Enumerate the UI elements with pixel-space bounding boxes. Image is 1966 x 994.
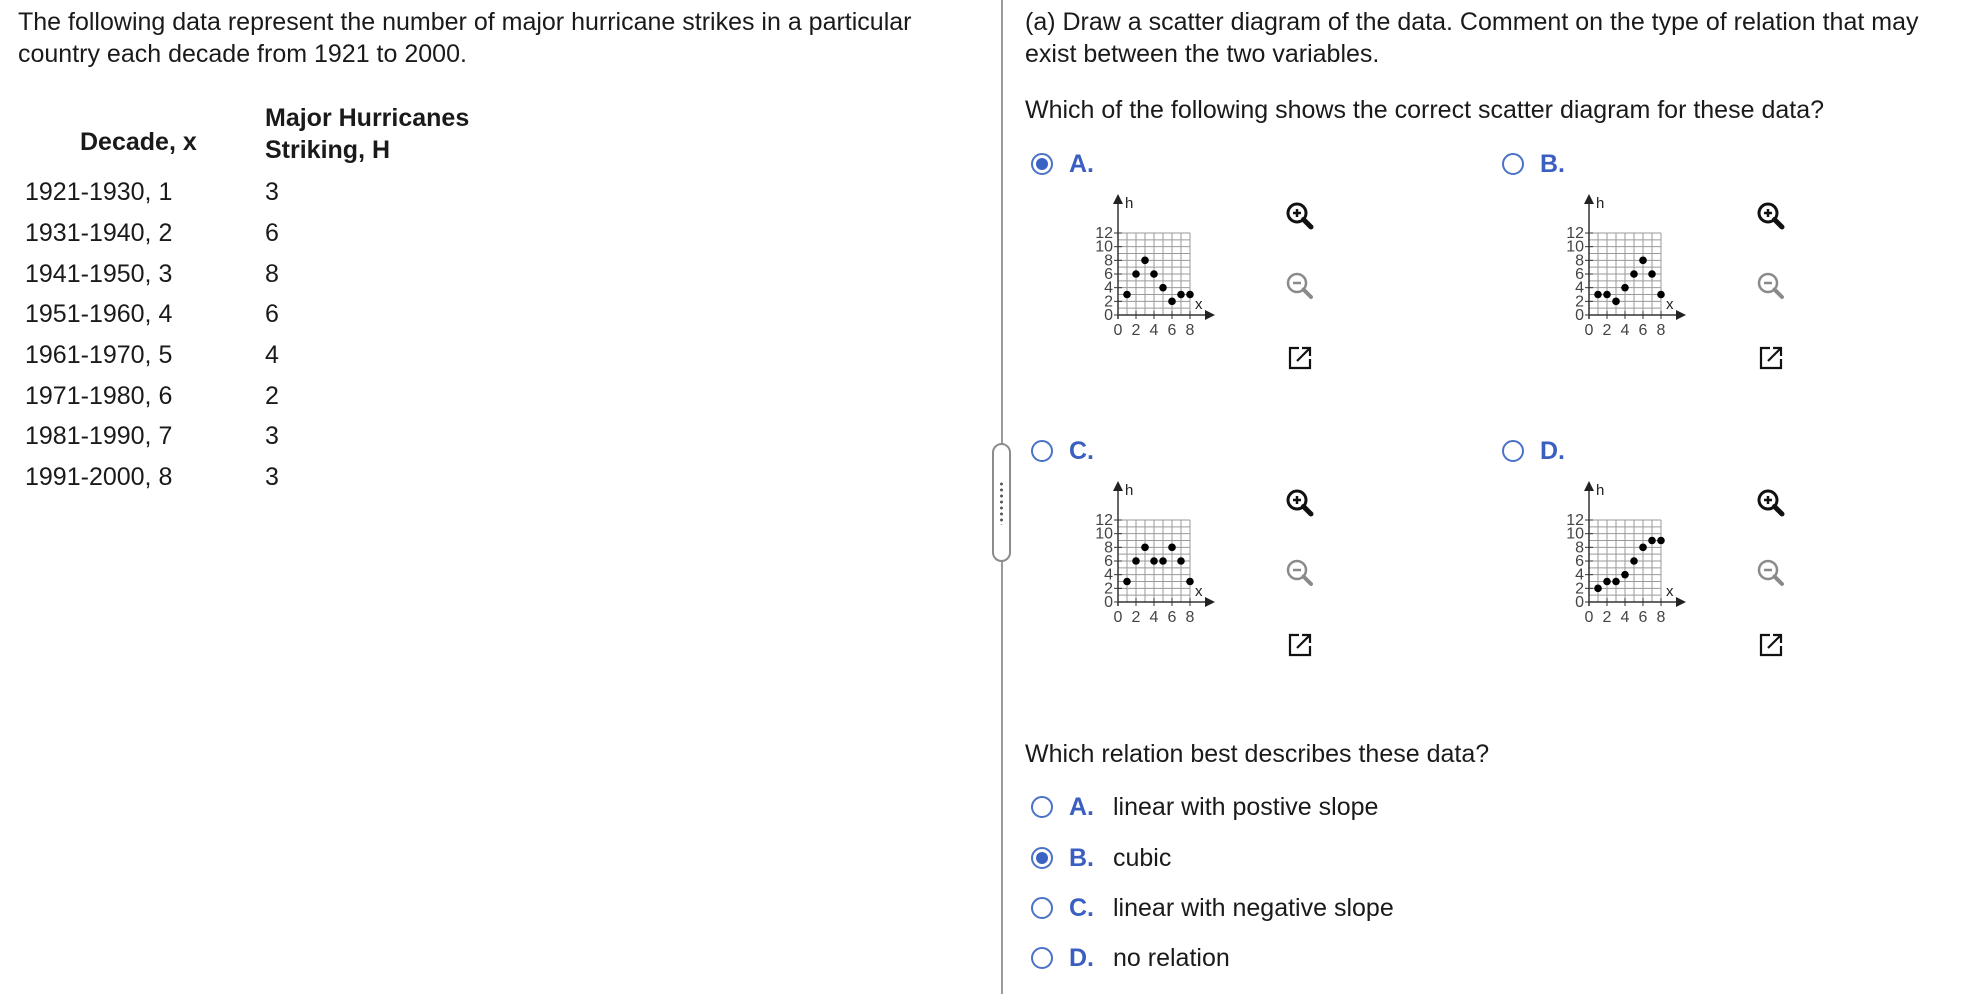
data-point — [1177, 557, 1185, 565]
x-tick-label: 4 — [1149, 322, 1159, 339]
x-tick-label: 0 — [1584, 322, 1594, 339]
part-a-prompt: (a) Draw a scatter diagram of the data. Comment on the type of relation that may exist between the two variables. — [1025, 8, 1919, 68]
data-point — [1123, 578, 1131, 586]
data-point — [1141, 544, 1149, 552]
data-point — [1639, 257, 1647, 265]
zoom-in-button[interactable] — [1278, 482, 1322, 526]
part-b-question: Which relation best describes these data? — [1025, 740, 1490, 768]
table-row — [0, 341, 400, 381]
cell-hurricanes: 3 — [265, 463, 279, 491]
relation-option-c-text: linear with negative slope — [1113, 894, 1394, 922]
cell-decade: 1941-1950, 3 — [25, 260, 173, 288]
relation-option-d-radio[interactable] — [1031, 947, 1053, 969]
y-tick-label: 2 — [1104, 580, 1113, 598]
x-tick-label: 2 — [1602, 322, 1612, 339]
open-new-window-icon — [1749, 336, 1793, 380]
x-axis-label: x — [1195, 583, 1203, 600]
data-point — [1177, 291, 1185, 299]
relation-option-c-radio[interactable] — [1031, 897, 1053, 919]
icon-bg — [1750, 196, 1792, 238]
x-tick-label: 8 — [1185, 609, 1195, 626]
y-tick-label: 8 — [1575, 539, 1584, 557]
y-tick-label: 4 — [1575, 279, 1584, 297]
cell-hurricanes: 3 — [265, 178, 279, 206]
data-point — [1168, 298, 1176, 306]
open-new-window-button[interactable] — [1749, 336, 1793, 380]
y-tick-label: 12 — [1566, 512, 1584, 529]
cell-decade: 1961-1970, 5 — [25, 341, 173, 369]
y-tick-label: 6 — [1575, 266, 1584, 283]
data-point — [1657, 291, 1665, 299]
y-tick-label: 8 — [1575, 252, 1584, 270]
data-point — [1123, 291, 1131, 299]
data-point — [1186, 578, 1194, 586]
x-tick-label: 4 — [1149, 609, 1159, 626]
y-tick-label: 12 — [1095, 512, 1113, 529]
scatter-graph-c — [1073, 477, 1223, 697]
relation-option-a-letter: A. — [1069, 793, 1094, 821]
x-tick-label: 8 — [1185, 322, 1195, 339]
data-point — [1657, 537, 1665, 545]
relation-option-b[interactable] — [1003, 841, 1603, 877]
relation-option-b-text: cubic — [1113, 844, 1172, 872]
relation-option-d-text: no relation — [1113, 944, 1230, 972]
y-tick-label: 10 — [1566, 238, 1584, 256]
y-axis-label: h — [1125, 482, 1134, 499]
icon-bg — [1279, 266, 1321, 308]
x-tick-label: 0 — [1113, 322, 1123, 339]
zoom-out-button[interactable] — [1278, 552, 1322, 596]
col-header-hurricanes — [265, 102, 469, 166]
y-tick-label: 0 — [1575, 594, 1584, 611]
question-panel — [1003, 0, 1966, 994]
option-a-letter: A. — [1069, 150, 1094, 178]
zoom-out-icon — [1749, 552, 1793, 596]
icon-bg — [1279, 553, 1321, 595]
table-row — [0, 300, 400, 340]
y-tick-label: 0 — [1104, 594, 1113, 611]
part-a-question: Which of the following shows the correct scatter diagram for these data? — [1025, 96, 1824, 124]
x-tick-label: 2 — [1131, 609, 1141, 626]
col-header-decade: Decade, x — [80, 128, 197, 156]
icon-bg — [1279, 196, 1321, 238]
data-point — [1159, 557, 1167, 565]
data-point — [1630, 270, 1638, 278]
y-axis-label: h — [1596, 195, 1605, 212]
data-point — [1603, 291, 1611, 299]
icon-bg — [1750, 483, 1792, 525]
open-new-window-button[interactable] — [1278, 623, 1322, 667]
table-row — [0, 422, 400, 462]
x-tick-label: 0 — [1584, 609, 1594, 626]
y-tick-label: 12 — [1095, 225, 1113, 242]
x-tick-label: 6 — [1638, 322, 1648, 339]
cell-hurricanes: 4 — [265, 341, 279, 369]
cell-hurricanes: 6 — [265, 300, 279, 328]
intro-text: The following data represent the number of major hurricane strikes in a particular country each decade from 1921 to 2000. — [18, 8, 912, 68]
y-axis-label: h — [1125, 195, 1134, 212]
data-point — [1168, 544, 1176, 552]
open-new-window-button[interactable] — [1278, 336, 1322, 380]
y-tick-label: 4 — [1104, 279, 1113, 297]
y-tick-label: 6 — [1104, 266, 1113, 283]
icon-bg — [1279, 483, 1321, 525]
zoom-in-button[interactable] — [1749, 195, 1793, 239]
cell-decade: 1971-1980, 6 — [25, 382, 173, 410]
scatter-graph-a — [1073, 190, 1223, 410]
data-point — [1630, 557, 1638, 565]
zoom-out-icon — [1749, 265, 1793, 309]
data-point — [1621, 571, 1629, 579]
relation-option-a-text: linear with postive slope — [1113, 793, 1379, 821]
x-axis-arrow-icon — [1205, 310, 1215, 320]
open-new-window-icon — [1749, 623, 1793, 667]
y-tick-label: 12 — [1566, 225, 1584, 242]
x-tick-label: 2 — [1131, 322, 1141, 339]
x-axis-arrow-icon — [1676, 310, 1686, 320]
relation-option-c-letter: C. — [1069, 894, 1094, 922]
icon-bg — [1750, 553, 1792, 595]
data-point — [1132, 557, 1140, 565]
x-tick-label: 6 — [1167, 609, 1177, 626]
zoom-in-icon — [1749, 482, 1793, 526]
data-point — [1150, 270, 1158, 278]
zoom-out-icon — [1278, 265, 1322, 309]
y-axis-arrow-icon — [1113, 194, 1123, 204]
data-point — [1186, 291, 1194, 299]
data-point — [1603, 578, 1611, 586]
x-axis-label: x — [1195, 296, 1203, 313]
cell-hurricanes: 3 — [265, 422, 279, 450]
cell-hurricanes: 6 — [265, 219, 279, 247]
data-point — [1639, 544, 1647, 552]
y-axis-arrow-icon — [1584, 194, 1594, 204]
relation-option-d-letter: D. — [1069, 944, 1094, 972]
data-point — [1612, 578, 1620, 586]
cell-hurricanes: 8 — [265, 260, 279, 288]
y-tick-label: 6 — [1104, 553, 1113, 570]
relation-option-a-radio[interactable] — [1031, 796, 1053, 818]
data-point — [1132, 270, 1140, 278]
y-tick-label: 10 — [1566, 525, 1584, 543]
data-point — [1612, 298, 1620, 306]
zoom-in-button[interactable] — [1278, 195, 1322, 239]
open-new-window-icon — [1278, 623, 1322, 667]
data-point — [1141, 257, 1149, 265]
relation-option-d[interactable] — [1003, 941, 1603, 977]
data-point — [1159, 284, 1167, 292]
cell-decade: 1981-1990, 7 — [25, 422, 173, 450]
open-new-window-button[interactable] — [1749, 623, 1793, 667]
y-tick-label: 4 — [1575, 566, 1584, 584]
data-point — [1621, 284, 1629, 292]
option-d-letter: D. — [1540, 437, 1565, 465]
y-tick-label: 8 — [1104, 539, 1113, 557]
x-tick-label: 4 — [1620, 322, 1630, 339]
table-row — [0, 219, 400, 259]
table-row — [0, 382, 400, 422]
data-point — [1594, 585, 1602, 593]
col-header-hurricanes-line2: Striking, H — [265, 136, 391, 164]
y-tick-label: 0 — [1575, 307, 1584, 324]
option-b-letter: B. — [1540, 150, 1565, 178]
scatter-graph-d — [1544, 477, 1694, 697]
x-axis-arrow-icon — [1676, 597, 1686, 607]
relation-option-c[interactable] — [1003, 891, 1603, 927]
x-tick-label: 6 — [1638, 609, 1648, 626]
data-point — [1648, 537, 1656, 545]
y-axis-arrow-icon — [1584, 481, 1594, 491]
y-tick-label: 6 — [1575, 553, 1584, 570]
x-tick-label: 4 — [1620, 609, 1630, 626]
cell-decade: 1921-1930, 1 — [25, 178, 173, 206]
y-tick-label: 10 — [1095, 525, 1113, 543]
option-b-radio[interactable] — [1502, 153, 1524, 175]
cell-hurricanes: 2 — [265, 382, 279, 410]
x-axis-label: x — [1666, 296, 1674, 313]
cell-decade: 1951-1960, 4 — [25, 300, 173, 328]
x-tick-label: 8 — [1656, 609, 1666, 626]
y-tick-label: 2 — [1575, 293, 1584, 311]
y-tick-label: 2 — [1575, 580, 1584, 598]
y-tick-label: 2 — [1104, 293, 1113, 311]
option-c-radio[interactable] — [1031, 440, 1053, 462]
data-point — [1150, 557, 1158, 565]
zoom-out-button[interactable] — [1749, 552, 1793, 596]
table-row — [0, 260, 400, 300]
option-a-radio[interactable] — [1031, 153, 1053, 175]
zoom-in-icon — [1278, 482, 1322, 526]
x-axis-label: x — [1666, 583, 1674, 600]
option-c-letter: C. — [1069, 437, 1094, 465]
relation-option-b-letter: B. — [1069, 844, 1094, 872]
data-point — [1594, 291, 1602, 299]
relation-option-a[interactable] — [1003, 790, 1603, 826]
x-tick-label: 0 — [1113, 609, 1123, 626]
y-tick-label: 8 — [1104, 252, 1113, 270]
data-point — [1648, 270, 1656, 278]
zoom-out-button[interactable] — [1749, 265, 1793, 309]
option-d-radio[interactable] — [1502, 440, 1524, 462]
zoom-out-icon — [1278, 552, 1322, 596]
icon-bg — [1750, 266, 1792, 308]
table-row — [0, 463, 400, 503]
cell-decade: 1991-2000, 8 — [25, 463, 173, 491]
y-tick-label: 4 — [1104, 566, 1113, 584]
open-new-window-icon — [1278, 336, 1322, 380]
zoom-out-button[interactable] — [1278, 265, 1322, 309]
y-axis-label: h — [1596, 482, 1605, 499]
table-row — [0, 178, 400, 218]
cell-decade: 1931-1940, 2 — [25, 219, 173, 247]
x-axis-arrow-icon — [1205, 597, 1215, 607]
y-axis-arrow-icon — [1113, 481, 1123, 491]
y-tick-label: 10 — [1095, 238, 1113, 256]
x-tick-label: 6 — [1167, 322, 1177, 339]
y-tick-label: 0 — [1104, 307, 1113, 324]
zoom-in-icon — [1278, 195, 1322, 239]
x-tick-label: 2 — [1602, 609, 1612, 626]
col-header-hurricanes-line1: Major Hurricanes — [265, 104, 470, 132]
scatter-graph-b — [1544, 190, 1694, 410]
zoom-in-icon — [1749, 195, 1793, 239]
zoom-in-button[interactable] — [1749, 482, 1793, 526]
x-tick-label: 8 — [1656, 322, 1666, 339]
relation-option-b-radio[interactable] — [1031, 847, 1053, 869]
